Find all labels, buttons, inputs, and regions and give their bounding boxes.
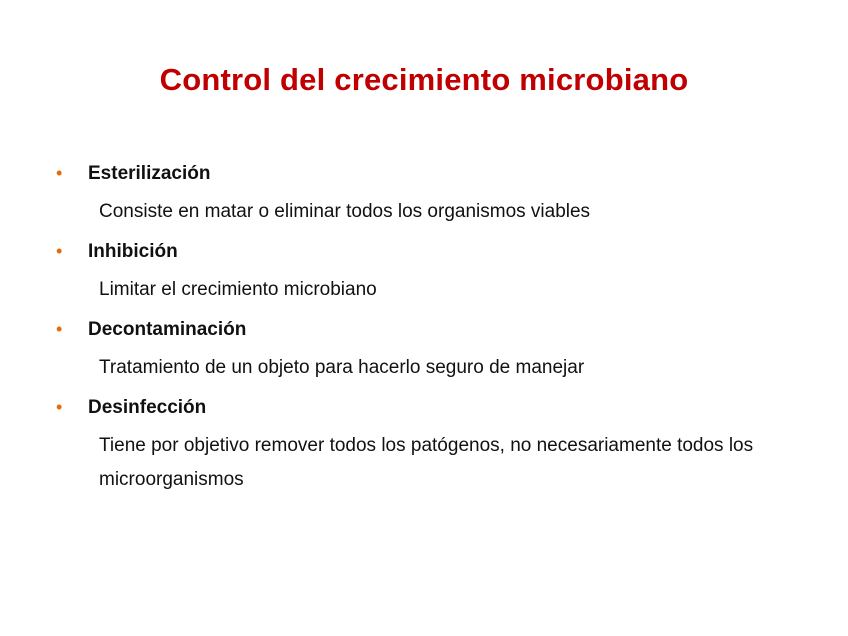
term-decontaminacion: Decontaminación xyxy=(88,319,247,340)
description-decontaminacion: Tratamiento de un objeto para hacerlo seguro de manejar xyxy=(99,357,585,378)
list-item xyxy=(56,313,826,385)
bullet-icon: • xyxy=(56,319,63,339)
slide-title: Control del crecimiento microbiano xyxy=(159,62,689,97)
list-item xyxy=(56,157,826,229)
term-esterilizacion: Esterilización xyxy=(88,163,211,184)
list-item xyxy=(56,235,826,307)
description-inhibicion: Limitar el crecimiento microbiano xyxy=(99,279,377,300)
list-item xyxy=(56,391,826,497)
definition-list xyxy=(56,157,826,503)
bullet-icon: • xyxy=(56,163,63,183)
bullet-icon: • xyxy=(56,241,63,261)
description-desinfeccion: Tiene por objetivo remover todos los patógenos, no necesariamente todos los microorganismos xyxy=(99,435,754,490)
bullet-icon: • xyxy=(56,397,63,417)
term-inhibicion: Inhibición xyxy=(88,241,178,262)
term-desinfeccion: Desinfección xyxy=(88,397,207,418)
description-esterilizacion: Consiste en matar o eliminar todos los organismos viables xyxy=(99,201,591,222)
